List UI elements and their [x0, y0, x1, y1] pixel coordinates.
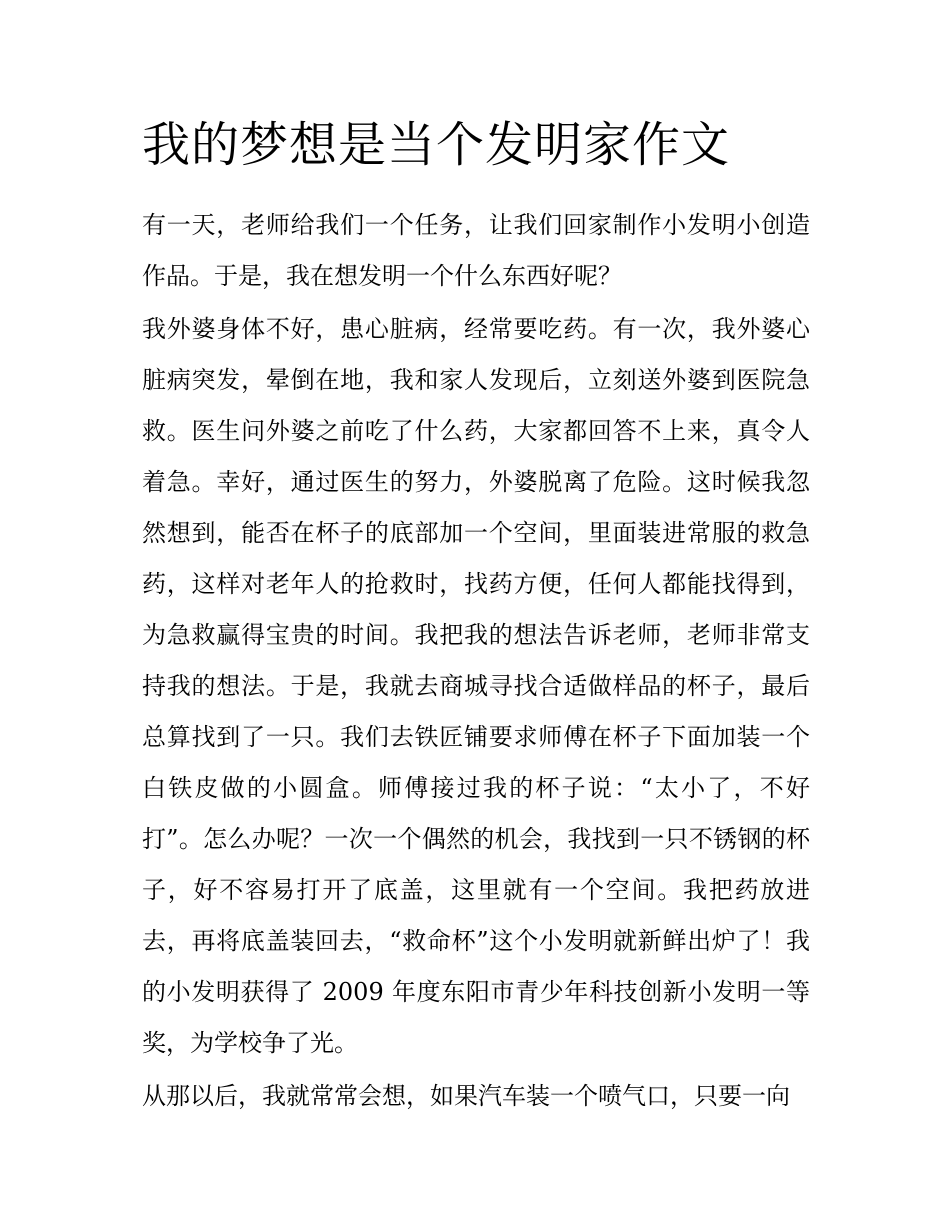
paragraph-3: 从那以后，我就常常会想，如果汽车装一个喷气口，只要一向	[142, 1082, 790, 1110]
paragraph-1: 有一天，老师给我们一个任务，让我们回家制作小发明小创造作品。于是，我在想发明一个什么东西好呢？	[142, 211, 810, 290]
document-body	[142, 200, 810, 1124]
paragraph-2: 我外婆身体不好，患心脏病，经常要吃药。有一次，我外婆心脏病突发，晕倒在地，我和家人发现后，立刻送外婆到医院急救。医生问外婆之前吃了什么药，大家都回答不上来，真令人着急。幸好，通过医生的努力，外婆脱离了危险。这时候我忽然想到，能否在杯子的底部加一个空间，里面装进常服的救急药，这样对老年人的抢救时，找药方便，任何人都能找得到，为急救赢得宝贵的时间。我把我的想法告诉老师，老师非常支持我的想法。于是，我就去商城寻找合适做样品的杯子，最后总算找到了一只。我们去铁匠铺要求师傅在杯子下面加装一个白铁皮做的小圆盒。师傅接过我的杯子说：“太小了，不好打”。怎么办呢？一次一个偶然的机会，我找到一只不锈钢的杯子，好不容易打开了底盖，这里就有一个空间。我把药放进去，再将底盖装回去，“救命杯”这个小发明就新鲜出炉了！我的小发明获得了 2009 年度东阳市青少年科技创新小发明一等奖，为学校争了光。	[142, 315, 810, 1057]
document-title: 我的梦想是当个发明家作文	[142, 117, 731, 173]
